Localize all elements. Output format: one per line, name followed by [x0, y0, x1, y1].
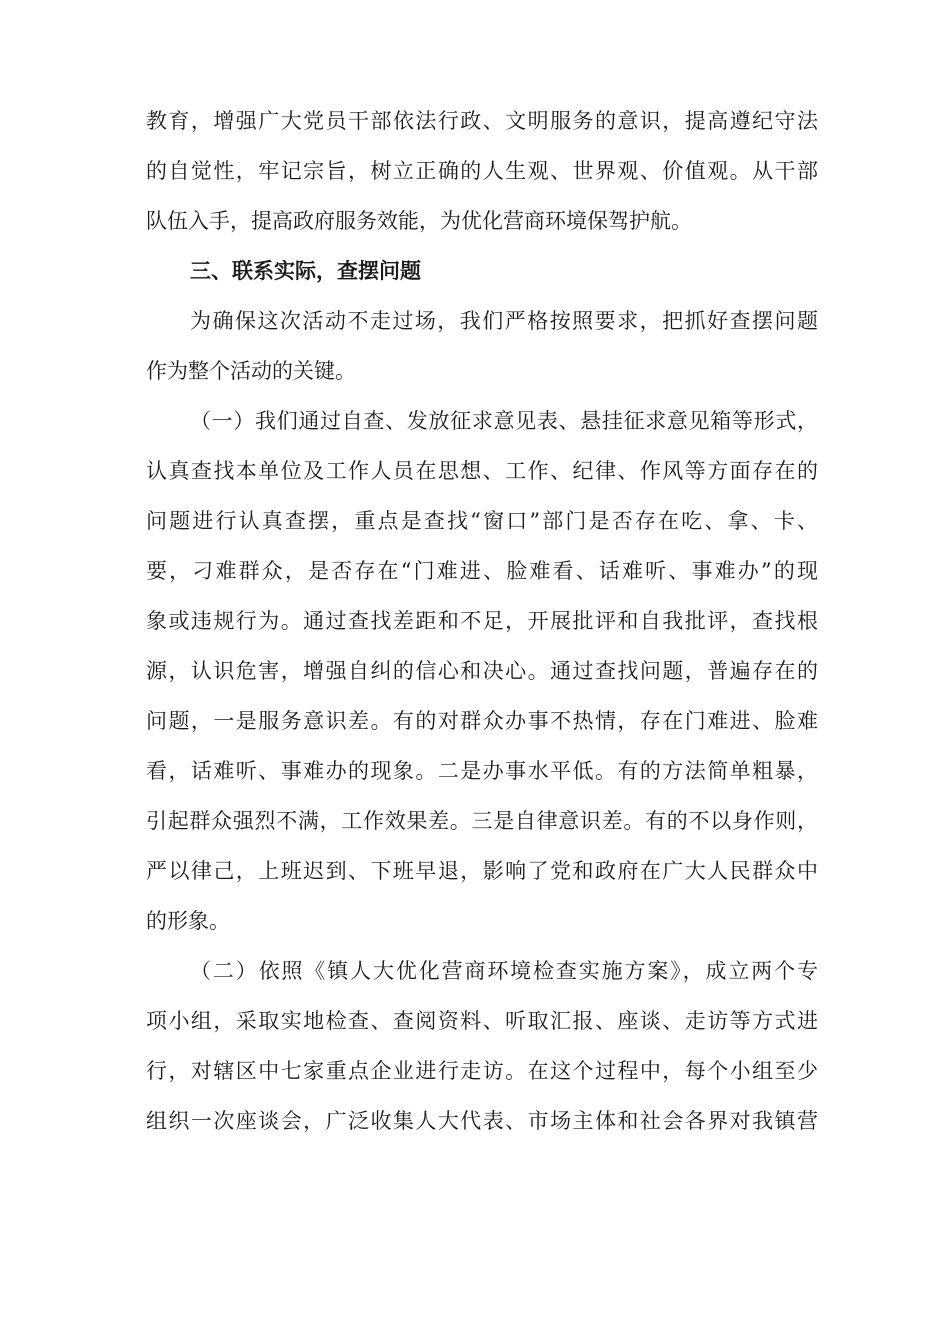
body-text-line: 问题，一是服务意识差。有的对群众办事不热情，存在门难进、脸难 [146, 709, 818, 733]
body-text-line: （二）依照《镇人大优化营商环境检查实施方案》，成立两个专 [190, 959, 818, 983]
body-text-line: 的自觉性，牢记宗旨，树立正确的人生观、世界观、价值观。从干部 [146, 159, 818, 183]
body-text-line: 象或违规行为。通过查找差距和不足，开展批评和自我批评，查找根 [146, 609, 818, 633]
body-text-line: 源，认识危害，增强自纠的信心和决心。通过查找问题，普遍存在的 [146, 659, 818, 683]
body-text-line: 严以律己，上班迟到、下班早退，影响了党和政府在广大人民群众中 [146, 859, 818, 883]
body-text-line: 行，对辖区中七家重点企业进行走访。在这个过程中，每个小组至少 [146, 1059, 818, 1083]
body-text-line: 作为整个活动的关键。 [146, 359, 356, 383]
body-text-line: 的形象。 [146, 909, 230, 933]
body-text-line: 引起群众强烈不满，工作效果差。三是自律意识差。有的不以身作则， [146, 809, 818, 833]
body-text-line: （一）我们通过自查、发放征求意见表、悬挂征求意见箱等形式， [190, 409, 818, 433]
body-text-line: 组织一次座谈会，广泛收集人大代表、市场主体和社会各界对我镇营 [146, 1109, 818, 1133]
body-text-line: 问题进行认真查摆，重点是查找“窗口”部门是否存在吃、拿、卡、 [146, 509, 818, 533]
section-heading: 三、联系实际，查摆问题 [190, 258, 421, 283]
body-text-line: 认真查找本单位及工作人员在思想、工作、纪律、作风等方面存在的 [146, 459, 818, 483]
body-text-line: 队伍入手，提高政府服务效能，为优化营商环境保驾护航。 [146, 209, 692, 233]
body-text-line: 看，话难听、事难办的现象。二是办事水平低。有的方法简单粗暴， [146, 759, 818, 783]
body-text-line: 为确保这次活动不走过场，我们严格按照要求，把抓好查摆问题 [190, 309, 818, 333]
body-text-line: 教育，增强广大党员干部依法行政、文明服务的意识，提高遵纪守法 [146, 109, 818, 133]
body-text-line: 项小组，采取实地检查、查阅资料、听取汇报、座谈、走访等方式进 [146, 1009, 818, 1033]
body-text-line: 要，刁难群众，是否存在“门难进、脸难看、话难听、事难办”的现 [146, 559, 818, 583]
